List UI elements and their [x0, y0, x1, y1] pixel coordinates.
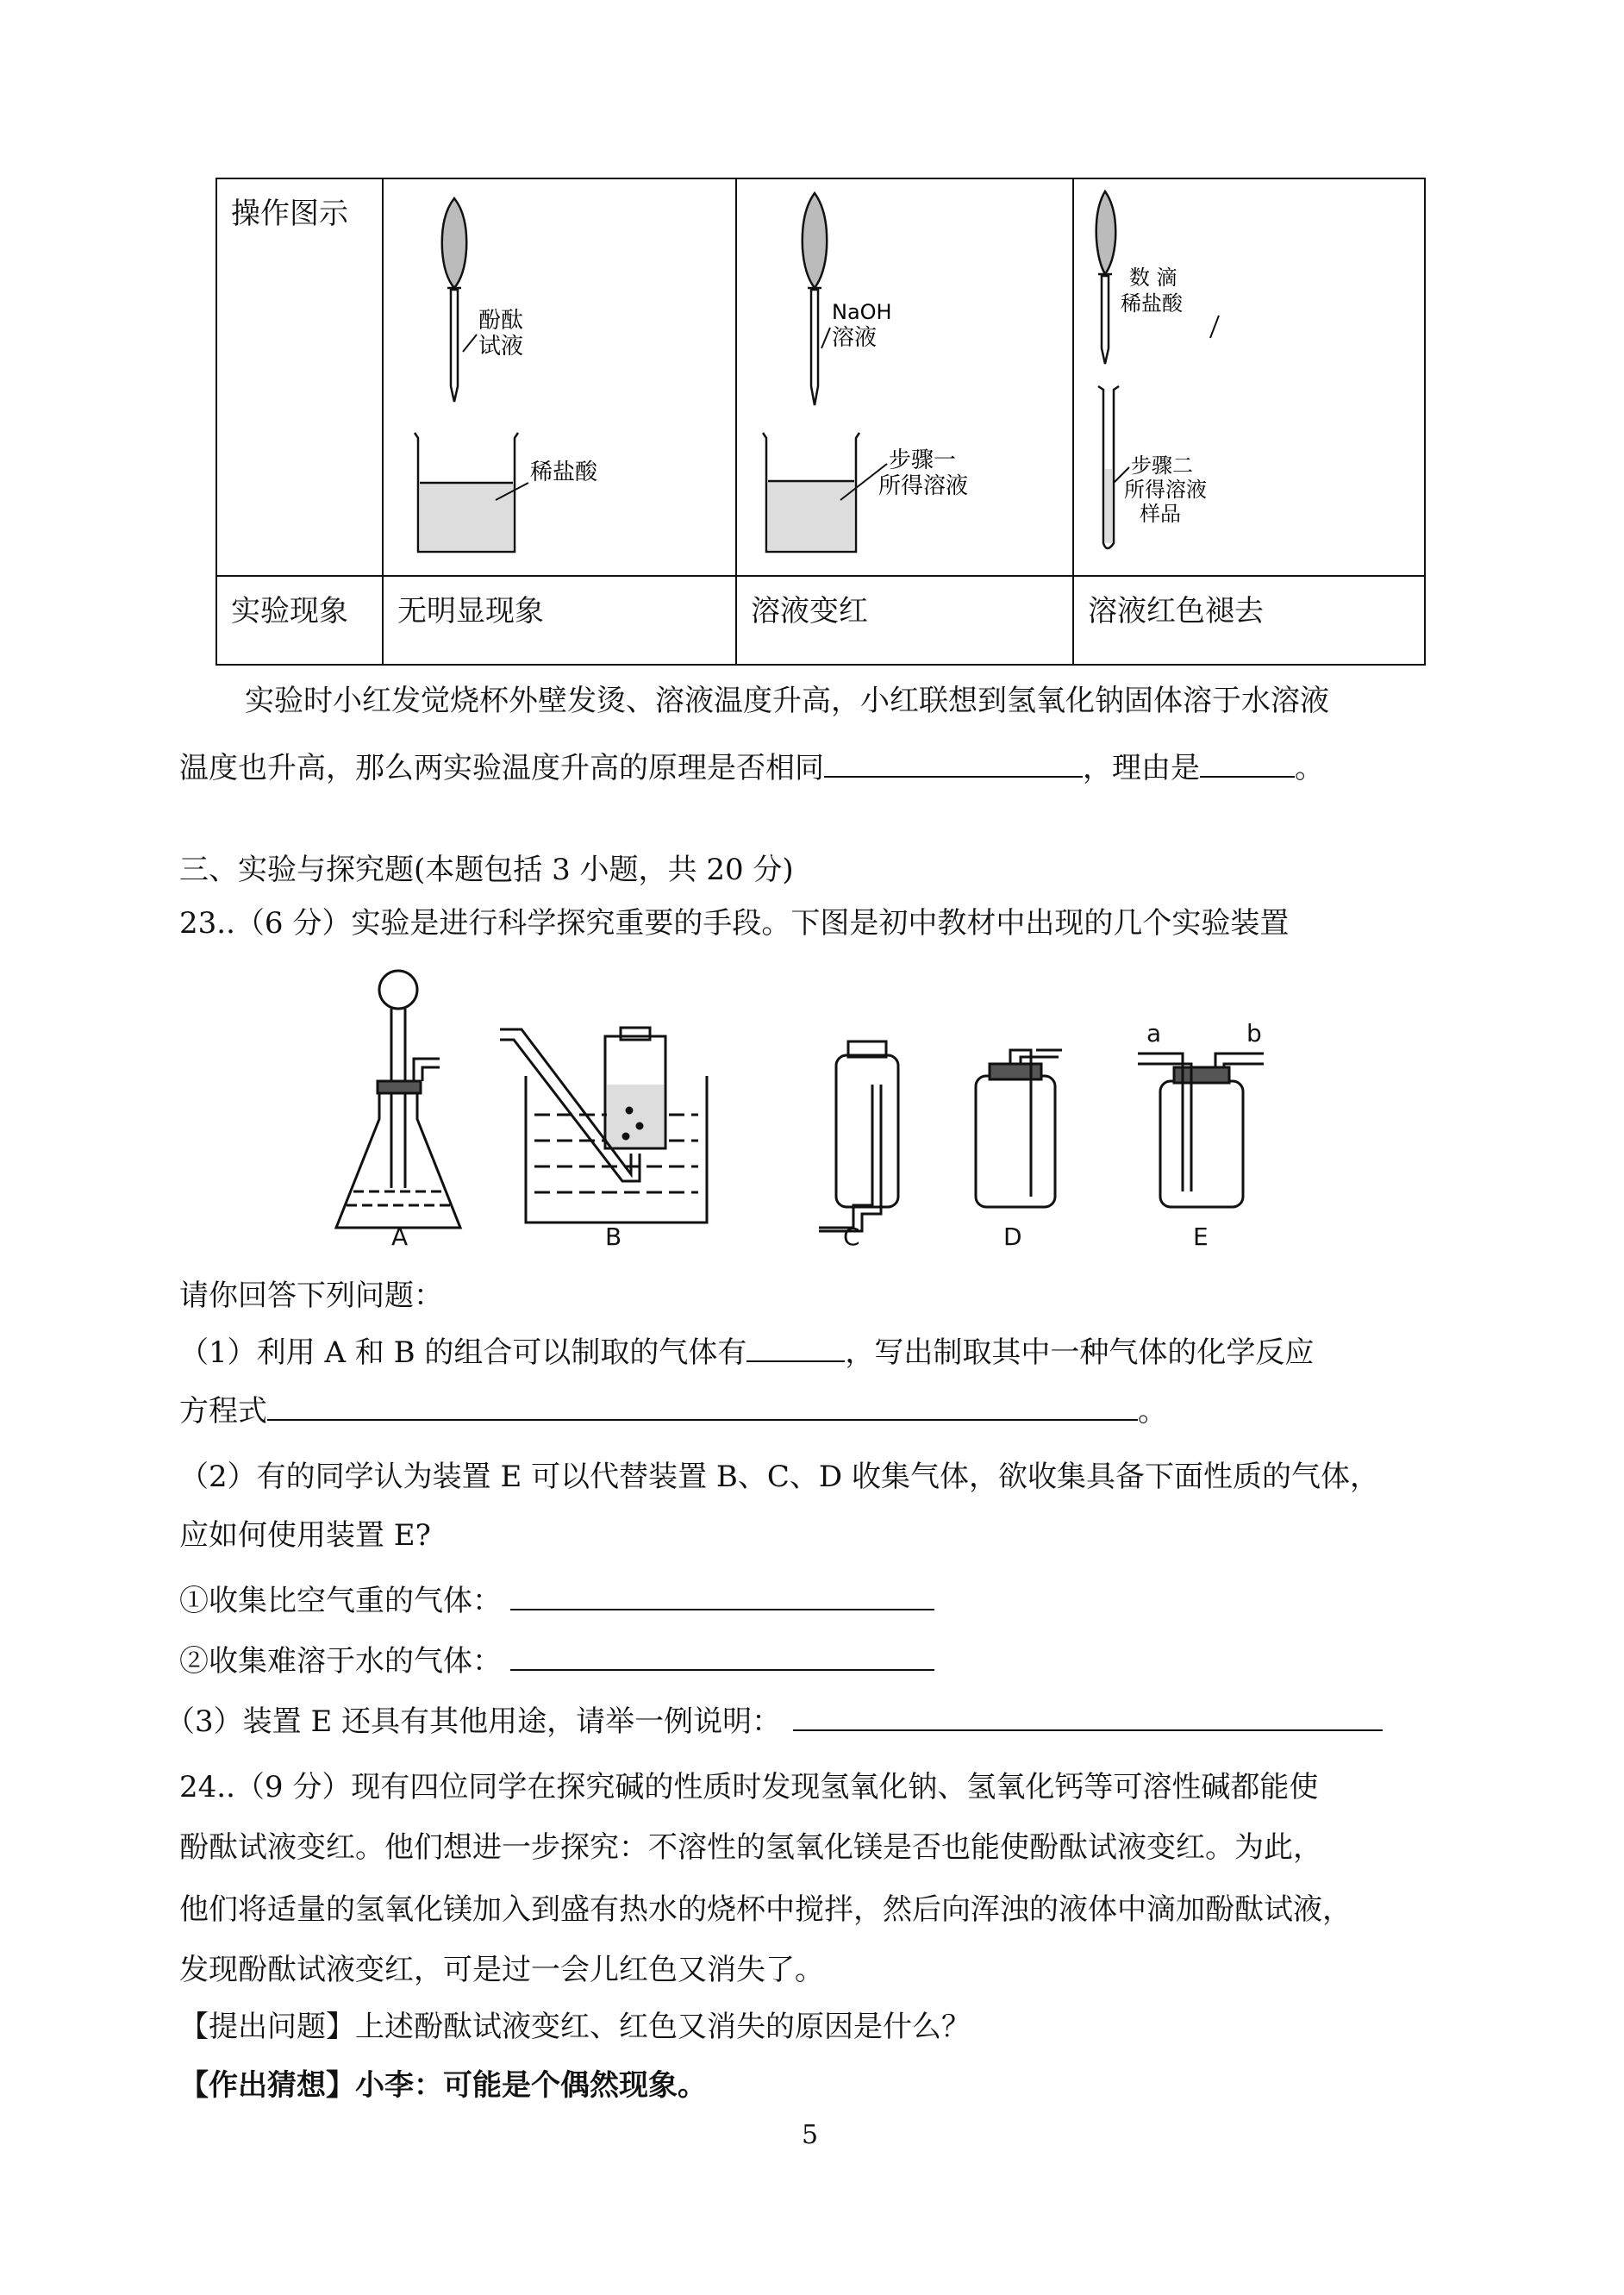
answer-blank[interactable] — [1200, 750, 1295, 778]
apparatus-b-icon — [500, 1028, 707, 1223]
result-cell-1: 无明显现象 — [383, 576, 736, 665]
q23-part1-line2: 方程式 。 — [179, 1394, 1167, 1429]
reagent-label-line2: 稀盐酸 — [1121, 291, 1183, 316]
tube-label-line3: 样品 — [1140, 502, 1181, 526]
q24-guess — [179, 2069, 707, 2103]
q24-line4: 发现酚酞试液变红，可是过一会儿红色又消失了。 — [179, 1953, 824, 1987]
page-number: 5 — [802, 2120, 819, 2150]
diagram-cell-2 — [736, 178, 1073, 576]
q23-part2-ii: ②收集难溶于水的气体： — [179, 1643, 934, 1679]
experiment-table — [215, 178, 1426, 666]
label-b: B — [605, 1223, 622, 1248]
answer-blank[interactable] — [824, 750, 1083, 778]
row-label-result: 实验现象 — [216, 576, 383, 665]
tube-label-b: b — [1246, 1019, 1262, 1047]
para1-line2: 温度也升高，那么两实验温度升高的原理是否相同 ，理由是 。 — [179, 751, 1324, 785]
diagram-cell-1 — [383, 178, 736, 576]
label-e: E — [1193, 1223, 1209, 1248]
beaker-icon — [415, 433, 518, 552]
apparatus-figure — [328, 964, 1327, 1248]
test-tube-icon — [1098, 386, 1119, 548]
guess-label: 【作出猜想】 — [179, 2068, 355, 2103]
tube-label-line2: 所得溶液 — [1124, 478, 1207, 502]
label-a: A — [391, 1223, 409, 1248]
reagent-label-line1: 数 滴 — [1129, 266, 1177, 290]
guess-text: 小李：可能是个偶然现象。 — [355, 2068, 707, 2103]
diagram-cell-3 — [1073, 178, 1425, 576]
dropper-tube-diagram — [1074, 179, 1422, 567]
answer-blank[interactable] — [746, 1335, 845, 1362]
dropper-icon — [442, 198, 466, 402]
q23-prompt: 请你回答下列问题： — [179, 1279, 443, 1313]
q24-question: 【提出问题】上述酚酞试液变红、红色又消失的原因是什么？ — [179, 2010, 971, 2044]
q24-line1: 24..（9 分）现有四位同学在探究碱的性质时发现氢氧化钠、氢氧化钙等可溶性碱都能使 — [179, 1770, 1319, 1804]
q23-part2-line1: （2）有的同学认为装置 E 可以代替装置 B、C、D 收集气体，欲收集具备下面性质的气体， — [179, 1460, 1379, 1494]
reagent-label-line2: 溶液 — [832, 325, 878, 351]
dropper-beaker-diagram-2 — [737, 179, 1071, 567]
tube-label-a: a — [1146, 1019, 1162, 1047]
tube-label-line1: 步骤二 — [1131, 453, 1193, 478]
result-cell-3: 溶液红色褪去 — [1073, 576, 1425, 665]
answer-blank[interactable] — [793, 1704, 1383, 1731]
reagent-label-line1: 酚酞 — [478, 308, 524, 334]
apparatus-c-icon — [819, 1041, 898, 1231]
section-heading: 三、实验与探究题(本题包括 3 小题，共 20 分) — [179, 853, 794, 887]
q23-title: 23..（6 分）实验是进行科学探究重要的手段。下图是初中教材中出现的几个实验装置 — [179, 906, 1290, 941]
label-d: D — [1003, 1223, 1022, 1248]
result-cell-2: 溶液变红 — [736, 576, 1073, 665]
para1-line1: 实验时小红发觉烧杯外壁发烫、溶液温度升高，小红联想到氢氧化钠固体溶于水溶液 — [245, 684, 1329, 718]
q23-part2-i: ①收集比空气重的气体： — [179, 1583, 934, 1618]
label-c: C — [843, 1223, 860, 1248]
reagent-label-line2: 试液 — [478, 334, 524, 360]
beaker-label: 稀盐酸 — [530, 460, 598, 485]
dropper-icon — [803, 193, 827, 405]
answer-blank[interactable] — [510, 1643, 934, 1671]
beaker-label-line1: 步骤一 — [889, 447, 957, 473]
q23-part1-line1: （1）利用 A 和 B 的组合可以制取的气体有 ，写出制取其中一种气体的化学反应 — [179, 1335, 1315, 1370]
row-label-diagram: 操作图示 — [216, 178, 383, 576]
q23-part3: （3）装置 E 还具有其他用途，请举一例说明： — [166, 1704, 1383, 1739]
dropper-beaker-diagram-1 — [384, 179, 734, 567]
beaker-label-line2: 所得溶液 — [878, 473, 969, 499]
dropper-icon — [1096, 191, 1116, 364]
reagent-label-line1: NaOH — [832, 300, 892, 324]
apparatus-d-icon — [976, 1050, 1062, 1207]
answer-blank[interactable] — [510, 1583, 934, 1610]
q24-line2: 酚酞试液变红。他们想进一步探究：不溶性的氢氧化镁是否也能使酚酞试液变红。为此， — [179, 1830, 1322, 1865]
apparatus-e-icon — [1138, 1054, 1264, 1207]
answer-blank[interactable] — [267, 1393, 1138, 1421]
q24-line3: 他们将适量的氢氧化镁加入到盛有热水的烧杯中搅拌，然后向浑浊的液体中滴加酚酞试液， — [179, 1892, 1352, 1927]
beaker-icon — [763, 433, 859, 552]
q23-part2-line2: 应如何使用装置 E? — [179, 1518, 431, 1553]
apparatus-a-icon — [336, 971, 460, 1228]
